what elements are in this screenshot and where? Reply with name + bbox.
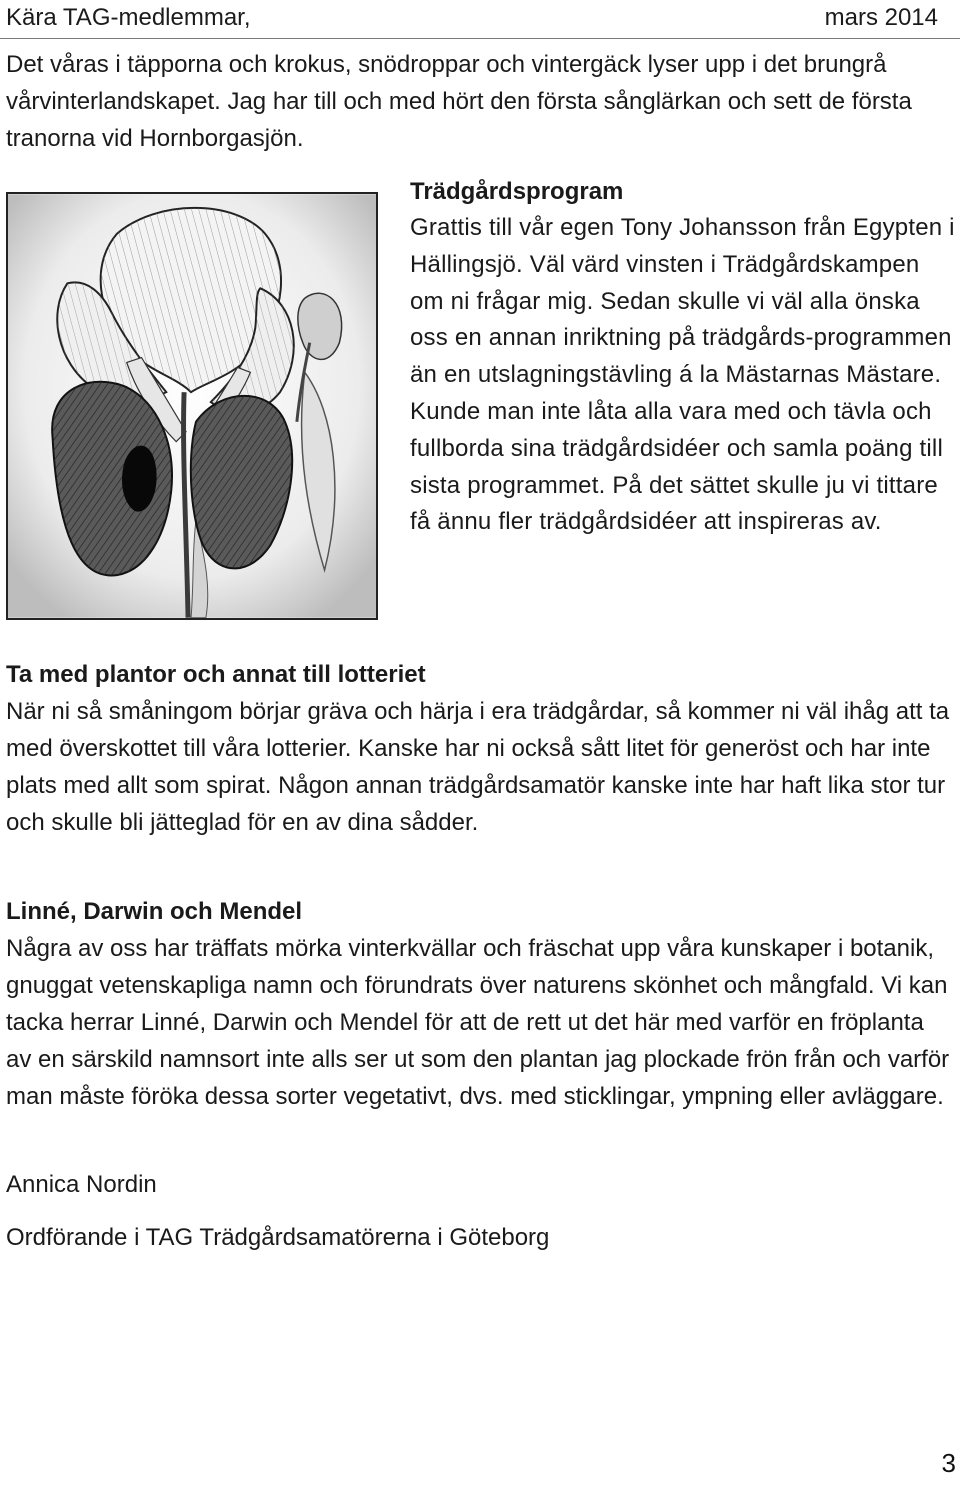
linne-section xyxy=(6,893,951,1115)
intro-paragraph: Det våras i täpporna och krokus, snödroppar och vintergäck lyser upp i det brungrå vårvinterlandskapet. Jag har till och med hört den första sånglärkan och sett de första tranorna vid Hornborgasjön. xyxy=(6,51,912,152)
letter-header xyxy=(6,0,938,36)
linne-text: Några av oss har träffats mörka vinterkvällar och fräschat upp våra kunskaper i botanik, gnuggat vetenskapliga namn och förundrats över naturens skönhet och mångfald. Vi kan tacka herrar Linné, Darwin och Mendel för att de rett ut det här med varför en fröplanta av en särskild namnsort inte alls ser ut som den plantan jag plockade frön från och varför man måste föröka dessa sorter vegetativt, dvs. med sticklingar, ympning eller avläggare. xyxy=(6,935,950,1110)
signature-title: Ordförande i TAG Trädgårdsamatörerna i Göteborg xyxy=(6,1224,550,1251)
garden-program-heading: Trädgårdsprogram xyxy=(410,178,624,205)
iris-illustration xyxy=(6,192,378,620)
greeting: Kära TAG-medlemmar, xyxy=(6,4,251,31)
signature-name: Annica Nordin xyxy=(6,1171,157,1198)
iris-flower-icon xyxy=(8,194,376,618)
page-number: 3 xyxy=(941,1448,956,1478)
lottery-text: När ni så småningom börjar gräva och härja i era trädgårdar, så kommer ni väl ihåg att ta med överskottet till våra lotterier. Kanske har ni också sått litet för generöst och har inte plats med allt som spirat. Någon annan trädgårdsamatör kanske inte har haft lika stor tur och skulle bli jätteglad för en av dina sådder. xyxy=(6,698,950,836)
garden-program-section xyxy=(410,174,955,541)
lottery-section xyxy=(6,656,951,841)
issue-date: mars 2014 xyxy=(824,4,938,31)
header-divider xyxy=(0,38,960,39)
linne-heading: Linné, Darwin och Mendel xyxy=(6,898,303,925)
garden-program-text: Grattis till vår egen Tony Johansson från Egypten i Hällingsjö. Väl värd vinsten i Trädgårdskampen om ni frågar mig. Sedan skulle vi väl alla önska oss en annan inriktning på trädgårds-programmen än en utslagningstävling á la Mästarnas Mästare. Kunde man inte låta alla vara med och tävla och fullborda sina trädgårdsidéer och samla poäng till sista programmet. På det sättet skulle ju vi tittare få ännu fler trädgårdsidéer att inspireras av. xyxy=(410,214,955,536)
lottery-heading: Ta med plantor och annat till lotteriet xyxy=(6,661,426,688)
